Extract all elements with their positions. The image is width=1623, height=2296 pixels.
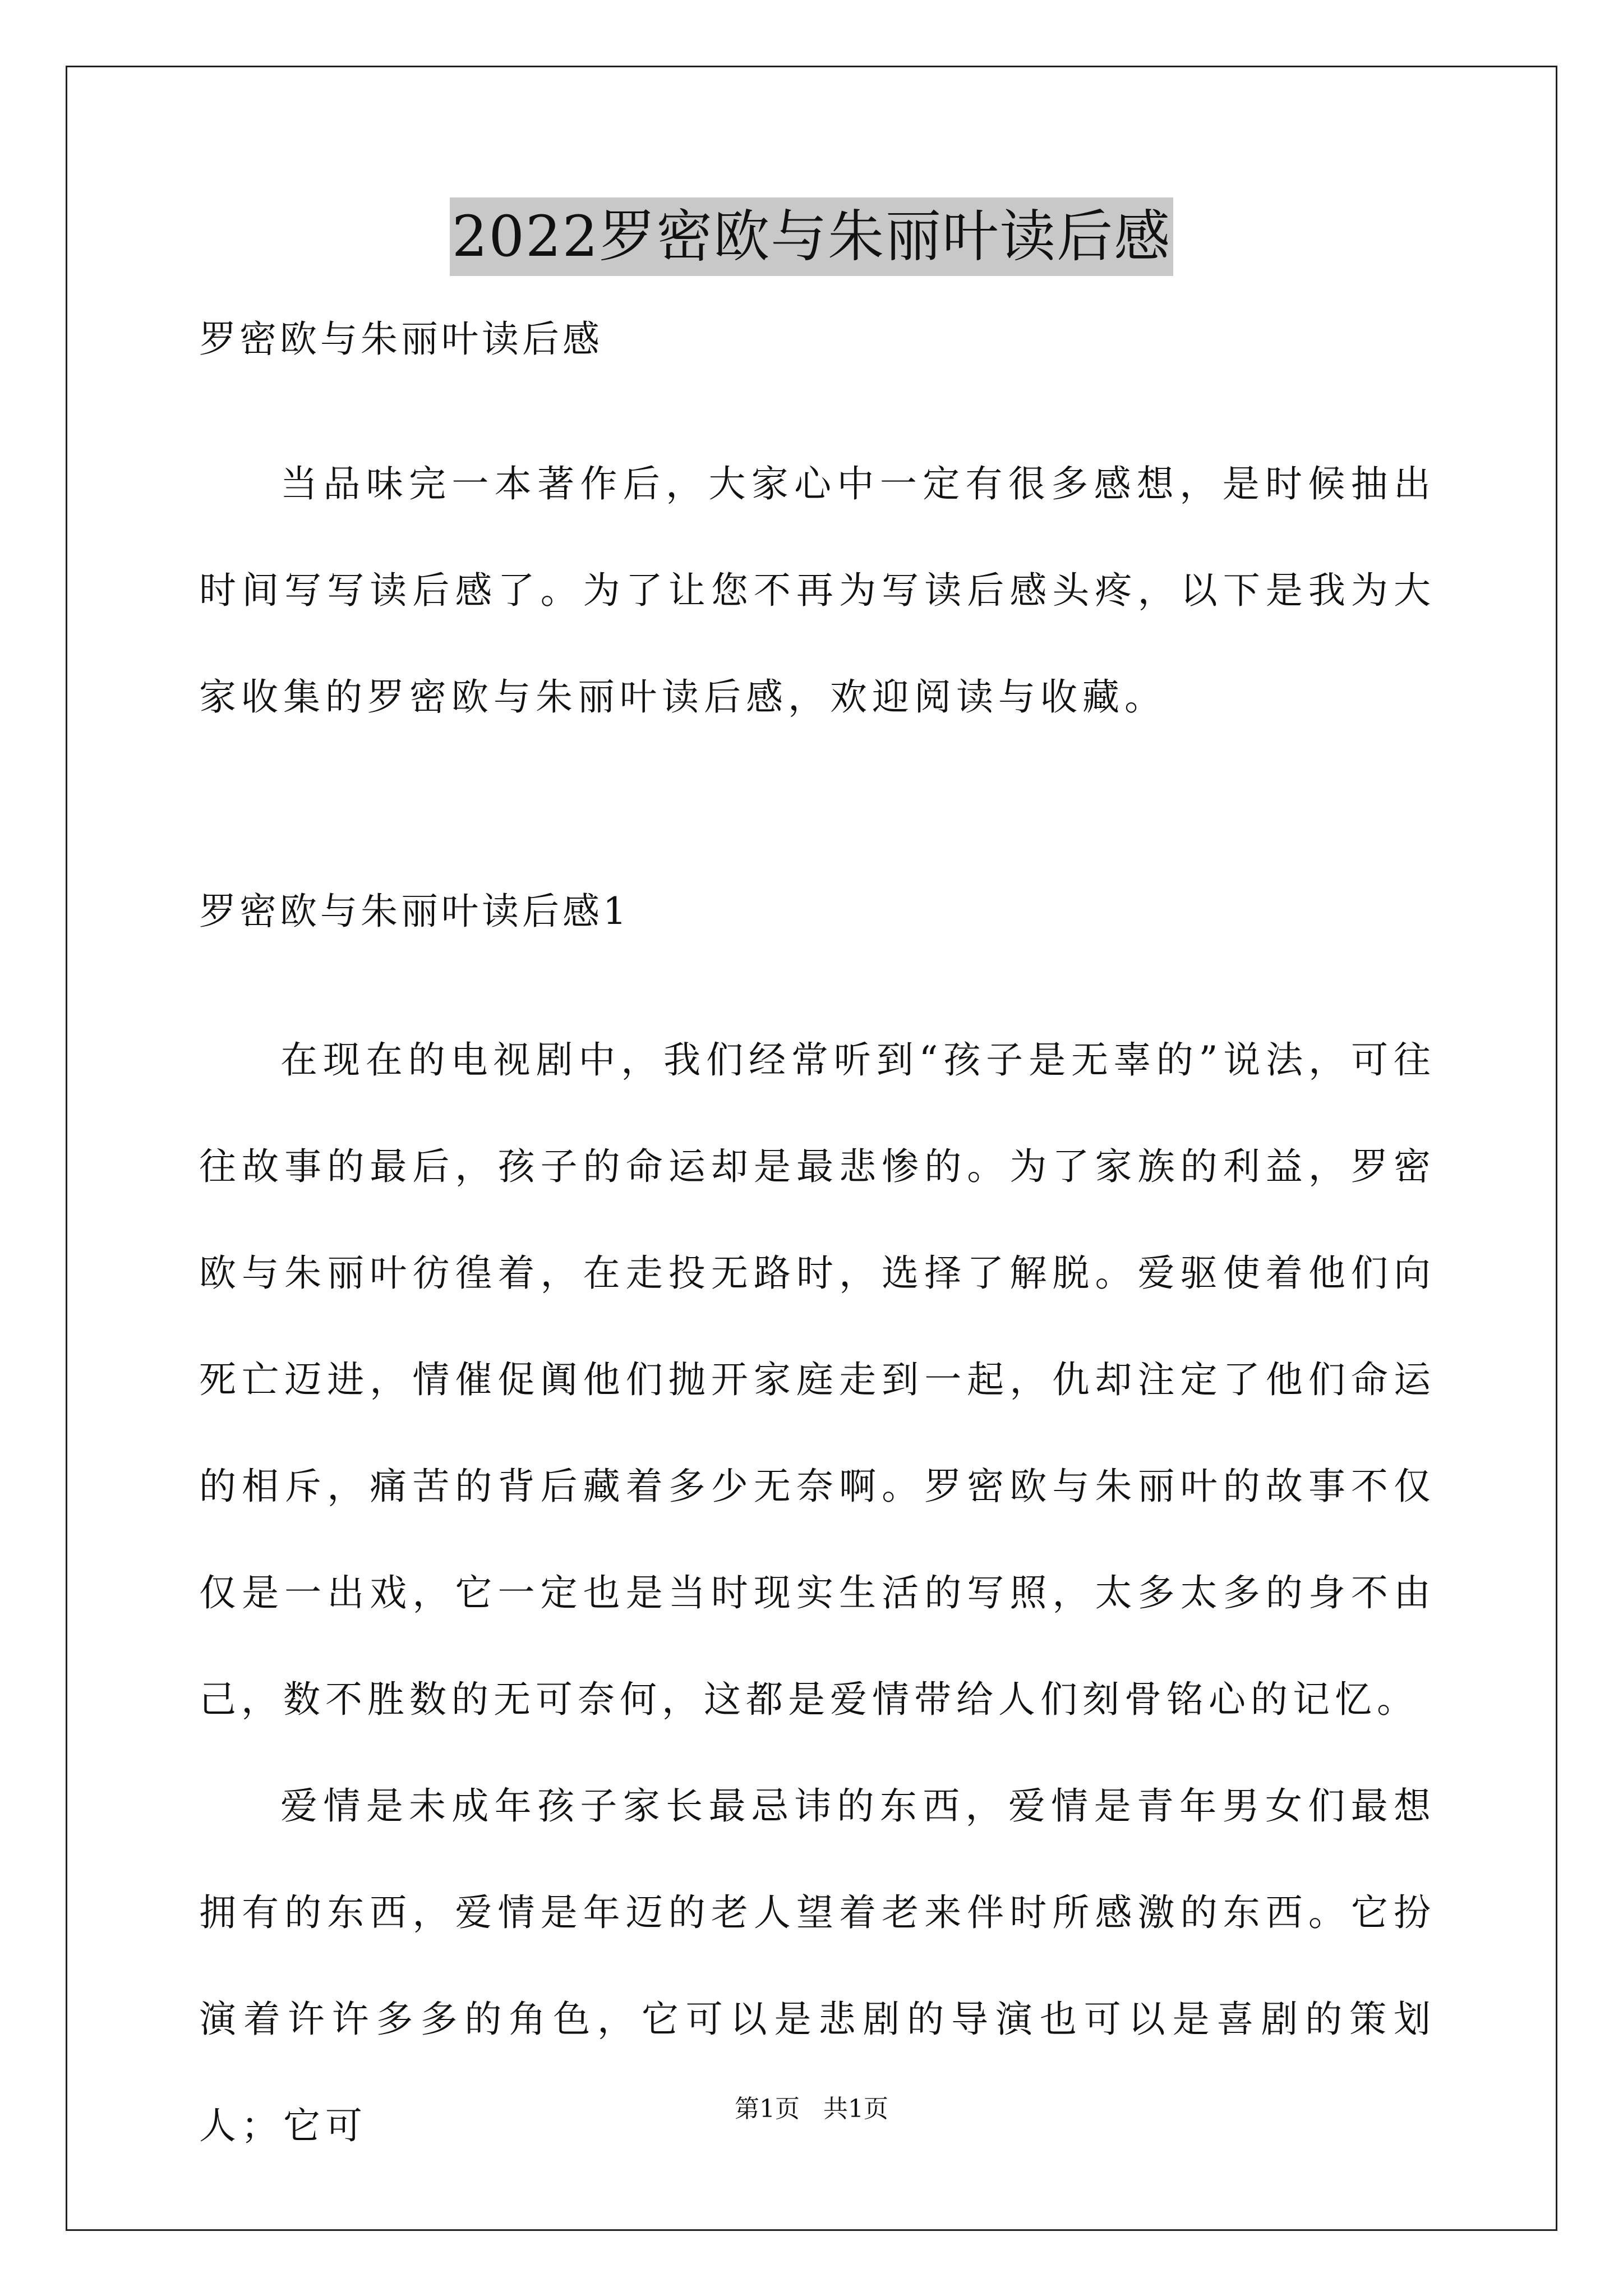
document-title: 2022罗密欧与朱丽叶读后感 bbox=[450, 197, 1174, 276]
intro-paragraph: 当品味完一本著作后，大家心中一定有很多感想，是时候抽出时间写写读后感了。为了让您不再为写读后感头疼，以下是我为大家收集的罗密欧与朱丽叶读后感，欢迎阅读与收藏。 bbox=[199, 462, 1436, 719]
intro-block bbox=[199, 431, 1436, 751]
page-footer: 第1页 共1页 bbox=[735, 2095, 888, 2123]
subheading: 罗密欧与朱丽叶读后感 bbox=[199, 318, 603, 361]
section1-body bbox=[199, 1007, 1436, 2179]
title-container bbox=[0, 197, 1623, 276]
section1-paragraph-1: 在现在的电视剧中，我们经常听到“孩子是无辜的”说法，可往往故事的最后，孩子的命运却是最悲惨的。为了家族的利益，罗密欧与朱丽叶彷徨着，在走投无路时，选择了解脱。爱驱使着他们向死亡迈进，情催促阗他们抛开家庭走到一起，仇却注定了他们命运的相斥，痛苦的背后藏着多少无奈啊。罗密欧与朱丽叶的故事不仅仅是一出戏，它一定也是当时现实生活的写照，太多太多的身不由己，数不胜数的无可奈何，这都是爱情带给人们刻骨铭心的记忆。 bbox=[199, 1038, 1436, 1721]
section1-paragraph-2: 爱情是未成年孩子家长最忌讳的东西，爱情是青年男女们最想拥有的东西，爱情是年迈的老人望着老来伴时所感激的东西。它扮演着许许多多的角色，它可以是悲剧的导演也可以是喜剧的策划人；它可 bbox=[199, 1784, 1436, 2147]
section-heading: 罗密欧与朱丽叶读后感1 bbox=[199, 890, 630, 933]
